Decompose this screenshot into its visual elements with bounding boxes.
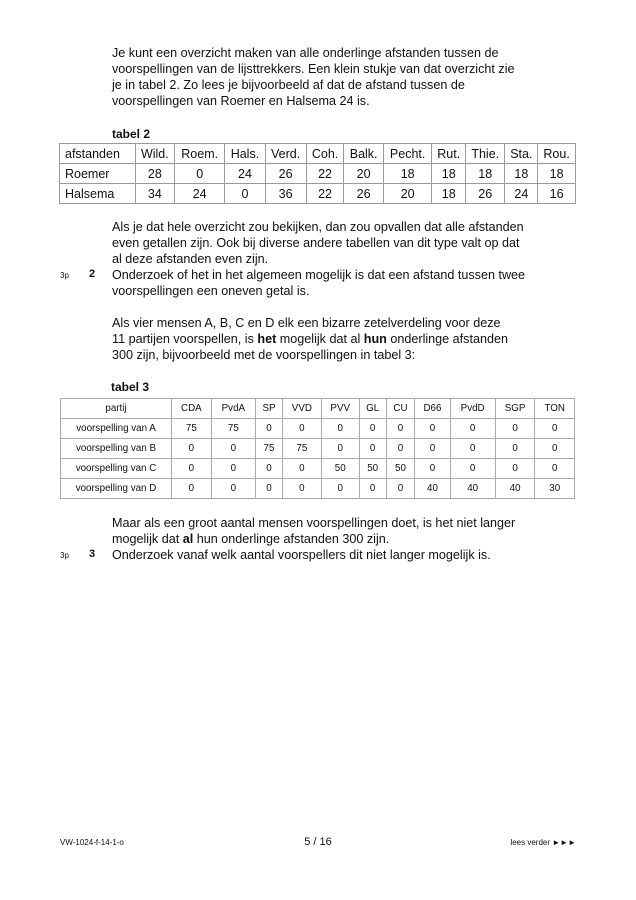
tabel2-caption: tabel 2 — [112, 127, 151, 141]
table-cell: 24 — [505, 184, 538, 204]
table-cell: 0 — [450, 459, 495, 479]
table-cell: 0 — [211, 439, 255, 459]
table-cell: 75 — [211, 419, 255, 439]
table-cell: 24 — [175, 184, 225, 204]
table-cell: Hals. — [225, 144, 265, 164]
table-cell: 22 — [306, 184, 344, 204]
text-run: onderlinge afstanden — [386, 332, 508, 346]
table-cell: 20 — [344, 164, 383, 184]
table-cell: 0 — [175, 164, 225, 184]
text-run: hun onderlinge afstanden 300 zijn. — [193, 532, 390, 546]
table-cell: 28 — [135, 164, 174, 184]
question-3-number: 3 — [89, 548, 96, 560]
table-cell: 36 — [265, 184, 306, 204]
table-cell: CDA — [172, 399, 212, 419]
footer-exam-code: VW-1024-f-14-1-o — [60, 838, 124, 847]
table-cell: 0 — [321, 419, 359, 439]
table-cell: 40 — [450, 479, 495, 499]
table-cell: 0 — [386, 479, 415, 499]
table-cell: 16 — [538, 184, 576, 204]
paragraph-line — [112, 331, 582, 347]
table-cell: voorspelling van B — [61, 439, 172, 459]
table-cell: 0 — [172, 459, 212, 479]
table-cell: Rut. — [432, 144, 466, 164]
table-cell: 18 — [432, 164, 466, 184]
tabel3 — [60, 398, 575, 499]
table-cell: 26 — [344, 184, 383, 204]
table-cell: 40 — [415, 479, 450, 499]
table-cell: 0 — [495, 459, 535, 479]
table-cell: 75 — [256, 439, 283, 459]
table-cell: Halsema — [60, 184, 136, 204]
table-cell: 0 — [282, 419, 321, 439]
table-cell: 40 — [495, 479, 535, 499]
table-cell: 34 — [135, 184, 174, 204]
table-cell: voorspelling van A — [61, 419, 172, 439]
table-cell: 0 — [225, 184, 265, 204]
question-line: Onderzoek of het in het algemeen mogelijk is dat een afstand tussen twee — [112, 268, 526, 282]
table-cell: 0 — [415, 439, 450, 459]
footer-page-number: 5 / 16 — [304, 836, 332, 848]
table-cell: 75 — [282, 439, 321, 459]
table-cell: 0 — [535, 439, 575, 459]
table-cell: 0 — [321, 479, 359, 499]
table-cell: 75 — [172, 419, 212, 439]
emphasis-text: hun — [363, 332, 387, 346]
table-cell: 0 — [535, 419, 575, 439]
table-cell: 0 — [495, 419, 535, 439]
table-cell: 0 — [415, 419, 450, 439]
table-cell: 0 — [282, 459, 321, 479]
table-cell: 0 — [450, 419, 495, 439]
table-cell: 0 — [282, 479, 321, 499]
paragraph-even-distances — [112, 219, 582, 267]
table-cell: Roemer — [60, 164, 136, 184]
table-cell: Sta. — [505, 144, 538, 164]
table-cell: Balk. — [344, 144, 383, 164]
text-run: mogelijk dat al — [276, 332, 364, 346]
table-cell: Pecht. — [383, 144, 432, 164]
table-header-row — [60, 144, 576, 164]
paragraph-bizarre-distribution — [112, 315, 582, 363]
table-cell: 0 — [359, 439, 386, 459]
question-2-number: 2 — [89, 268, 96, 280]
table-row — [61, 419, 575, 439]
table-cell: PvdD — [450, 399, 495, 419]
paragraph-many-predictors — [112, 515, 582, 547]
table-row — [60, 164, 576, 184]
table-cell: TON — [535, 399, 575, 419]
paragraph-line: Maar als een groot aantal mensen voorspellingen doet, is het niet langer — [112, 516, 516, 530]
table-cell: 0 — [359, 479, 386, 499]
question-3-points: 3p — [60, 551, 69, 560]
table-cell: Coh. — [306, 144, 344, 164]
table-cell: 18 — [466, 164, 505, 184]
intro-line: je in tabel 2. Zo lees je bijvoorbeeld af dat de afstand tussen de — [112, 78, 465, 92]
table-cell: CU — [386, 399, 415, 419]
question-line: voorspellingen een oneven getal is. — [112, 284, 310, 298]
table-cell: 24 — [225, 164, 265, 184]
intro-line: voorspellingen van Roemer en Halsema 24 is. — [112, 94, 370, 108]
table-cell: 20 — [383, 184, 432, 204]
table-cell: 0 — [386, 419, 415, 439]
footer-continue: lees verder ►►► — [510, 838, 576, 847]
table-cell: 0 — [359, 419, 386, 439]
tabel2 — [59, 143, 576, 204]
table-cell: Verd. — [265, 144, 306, 164]
table-cell: SGP — [495, 399, 535, 419]
table-cell: 50 — [359, 459, 386, 479]
table-cell: PvdA — [211, 399, 255, 419]
paragraph-line: 300 zijn, bijvoorbeeld met de voorspellingen in tabel 3: — [112, 348, 416, 362]
paragraph-line: al deze afstanden even zijn. — [112, 252, 269, 266]
table-cell: 0 — [256, 479, 283, 499]
paragraph-line: even getallen zijn. Ook bij diverse andere tabellen van dit type valt op dat — [112, 236, 520, 250]
table-cell: 0 — [211, 459, 255, 479]
table-row — [61, 459, 575, 479]
table-cell: afstanden — [60, 144, 136, 164]
text-run: 11 partijen voorspellen, is — [112, 332, 258, 346]
tabel3-caption: tabel 3 — [111, 380, 150, 394]
intro-line: Je kunt een overzicht maken van alle onderlinge afstanden tussen de — [112, 46, 499, 60]
table-cell: 0 — [256, 419, 283, 439]
table-cell: 0 — [321, 439, 359, 459]
table-cell: 18 — [505, 164, 538, 184]
intro-paragraph — [112, 45, 582, 109]
table-cell: 18 — [432, 184, 466, 204]
table-cell: 50 — [386, 459, 415, 479]
table-cell: Rou. — [538, 144, 576, 164]
table-cell: 0 — [450, 439, 495, 459]
table-cell: voorspelling van C — [61, 459, 172, 479]
paragraph-line: Als je dat hele overzicht zou bekijken, dan zou opvallen dat alle afstanden — [112, 220, 524, 234]
question-3-text — [112, 547, 582, 563]
table-cell: 0 — [172, 479, 212, 499]
paragraph-line — [112, 531, 582, 547]
table-cell: 0 — [415, 459, 450, 479]
table-cell: partij — [61, 399, 172, 419]
table-cell: voorspelling van D — [61, 479, 172, 499]
table-cell: 26 — [265, 164, 306, 184]
intro-line: voorspellingen van de lijsttrekkers. Een klein stukje van dat overzicht zie — [112, 62, 515, 76]
table-cell: Roem. — [175, 144, 225, 164]
question-line: Onderzoek vanaf welk aantal voorspellers dit niet langer mogelijk is. — [112, 548, 491, 562]
table-cell: SP — [256, 399, 283, 419]
table-cell: Wild. — [135, 144, 174, 164]
table-cell: 0 — [495, 439, 535, 459]
emphasis-text: het — [257, 332, 277, 346]
table-row — [60, 184, 576, 204]
question-2-points: 3p — [60, 271, 69, 280]
table-header-row — [61, 399, 575, 419]
table-row — [61, 479, 575, 499]
table-cell: 0 — [211, 479, 255, 499]
table-cell: 0 — [535, 459, 575, 479]
table-row — [61, 439, 575, 459]
table-cell: 0 — [386, 439, 415, 459]
table-cell: 22 — [306, 164, 344, 184]
table-cell: 26 — [466, 184, 505, 204]
table-cell: VVD — [282, 399, 321, 419]
table-cell: GL — [359, 399, 386, 419]
table-cell: 50 — [321, 459, 359, 479]
table-cell: 18 — [383, 164, 432, 184]
question-2-text — [112, 267, 582, 299]
table-cell: 0 — [256, 459, 283, 479]
emphasis-text: al — [182, 532, 194, 546]
table-cell: Thie. — [466, 144, 505, 164]
table-cell: PVV — [321, 399, 359, 419]
table-cell: D66 — [415, 399, 450, 419]
table-cell: 30 — [535, 479, 575, 499]
paragraph-line: Als vier mensen A, B, C en D elk een bizarre zetelverdeling voor deze — [112, 316, 501, 330]
table-cell: 18 — [538, 164, 576, 184]
table-cell: 0 — [172, 439, 212, 459]
text-run: mogelijk dat — [112, 532, 183, 546]
